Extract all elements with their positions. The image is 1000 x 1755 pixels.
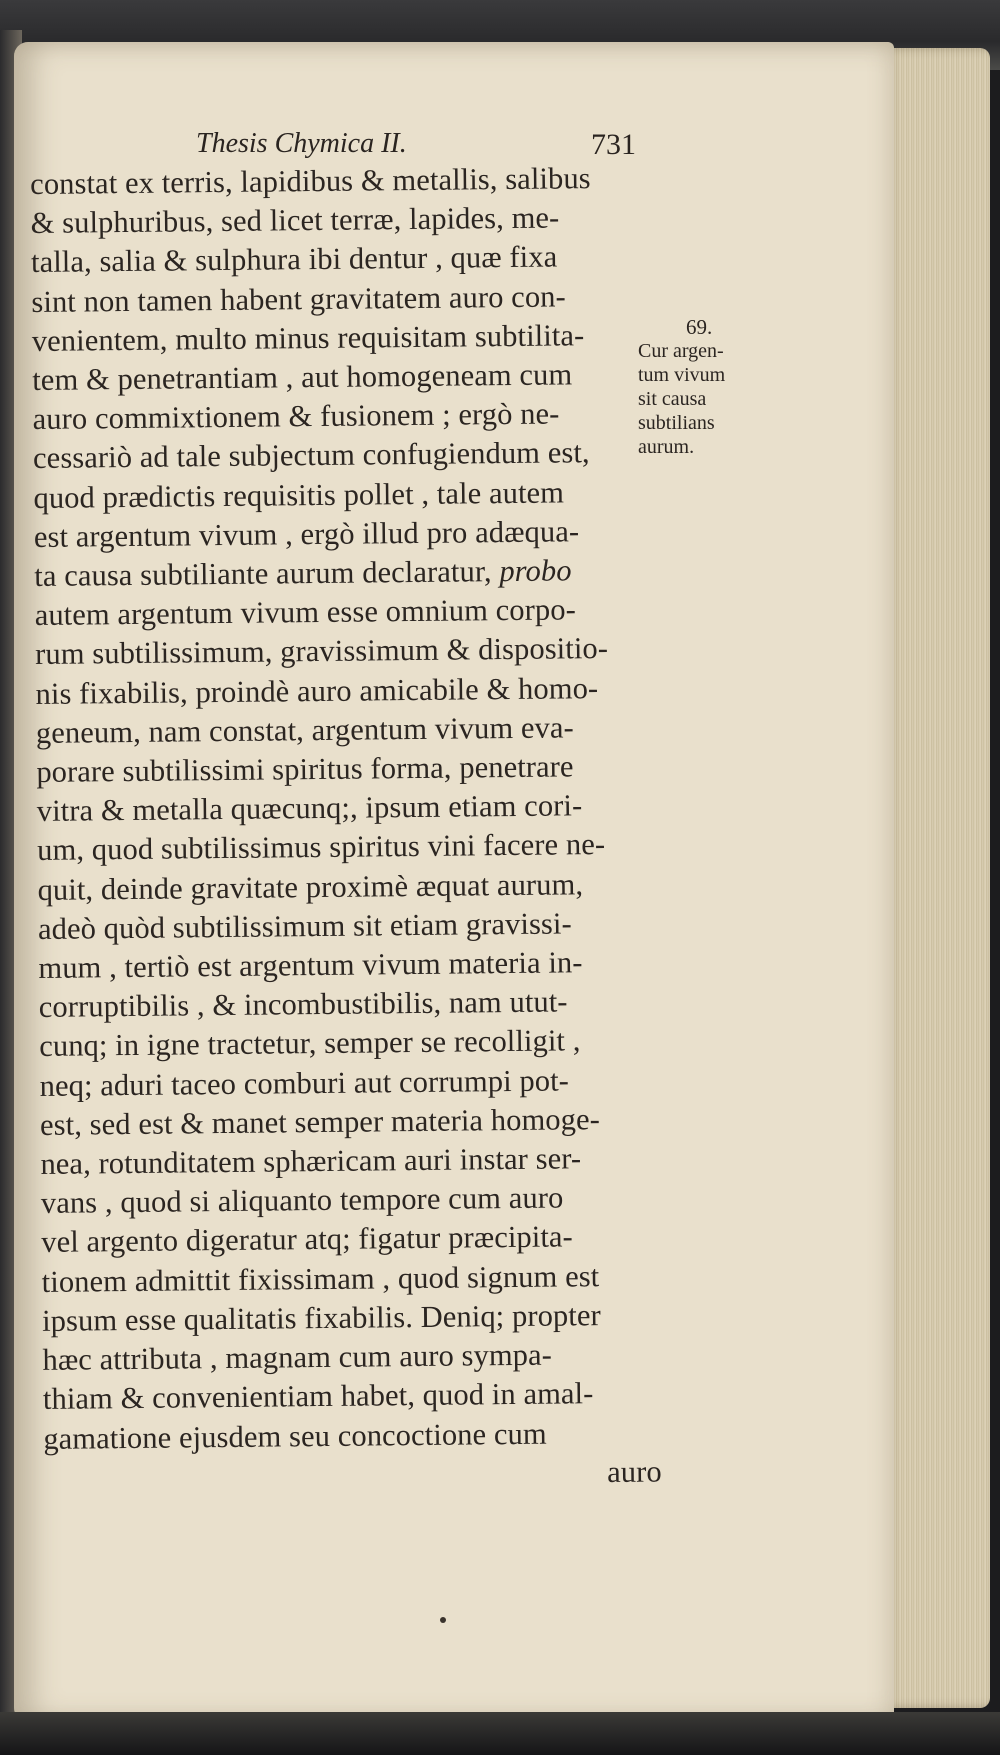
text-line: & sulphuribus, sed licet terræ, lapides, me- xyxy=(30,200,560,241)
text-line: vans , quod si aliquanto tempore cum auro xyxy=(40,1180,564,1221)
text-line: porare subtilissimi spiritus forma, penetrare xyxy=(36,749,574,790)
text-line: vitra & metalla quæcunq;, ipsum etiam cori- xyxy=(36,788,583,829)
text-line: tem & penetrantiam , aut homogeneam cum xyxy=(32,357,573,398)
text-line: hæc attributa , magnam cum auro sympa- xyxy=(42,1337,553,1378)
ink-speck xyxy=(440,1617,446,1623)
text-line: vel argento digeratur atq; figatur præcipita- xyxy=(41,1219,574,1260)
text-line: nis fixabilis, proindè auro amicabile & homo- xyxy=(35,670,599,711)
text-line: neq; aduri taceo comburi aut corrumpi pot- xyxy=(39,1063,570,1103)
text-line: cessariò ad tale subjectum confugiendum est, xyxy=(32,435,590,476)
text-line: est, sed est & manet semper materia homoge- xyxy=(39,1101,601,1142)
marginal-note-line: subtilians xyxy=(638,412,715,434)
marginal-note-number: 69. xyxy=(686,315,713,339)
text-line: quod prædictis requisitis pollet , tale autem xyxy=(33,475,565,515)
text-line: um, quod subtilissimus spiritus vini facere ne- xyxy=(36,827,606,868)
book-cover-bottom xyxy=(0,1712,1000,1755)
text-line: cunq; in igne tractetur, semper se recolligit , xyxy=(39,1023,581,1064)
text-line: geneum, nam constat, argentum vivum eva- xyxy=(35,710,574,750)
marginal-note-line: tum vivum xyxy=(638,364,726,386)
marginal-note xyxy=(638,315,788,459)
text-line: corruptibilis , & incombustibilis, nam utut- xyxy=(38,984,568,1025)
catchword: auro xyxy=(606,1454,662,1489)
text-line: tionem admittit fixissimam , quod signum est xyxy=(41,1258,600,1299)
text-line xyxy=(34,551,652,597)
text-line: gamatione ejusdem seu concoctione cum xyxy=(43,1416,547,1456)
text-line: est argentum vivum , ergò illud pro adæqua- xyxy=(33,514,580,554)
running-title: Thesis Chymica II. xyxy=(196,128,407,159)
text-line: sint non tamen habent gravitatem auro con- xyxy=(31,279,566,319)
text-line: thiam & convenientiam habet, quod in amal- xyxy=(42,1376,594,1417)
marginal-note-line: sit causa xyxy=(638,388,707,410)
page-block-edge xyxy=(882,48,990,1708)
text-line: auro commixtionem & fusionem ; ergò ne- xyxy=(32,396,560,437)
marginal-note-line: aurum. xyxy=(638,436,695,458)
text-line: autem argentum vivum esse omnium corpo- xyxy=(34,592,577,633)
text-line: venientem, multo minus requisitam subtilita- xyxy=(31,318,585,358)
text-line: mum , tertiò est argentum vivum materia in- xyxy=(38,945,583,986)
text-line: talla, salia & sulphura ibi dentur , quæ fixa xyxy=(30,239,558,280)
marginal-note-line: Cur argen- xyxy=(638,340,724,362)
page-number: 731 xyxy=(591,128,636,161)
text-line: nea, rotunditatem sphæricam auri instar ser- xyxy=(40,1141,582,1182)
emphasized-word: probo xyxy=(499,553,572,589)
text-line: constat ex terris, lapidibus & metallis, salibus xyxy=(30,161,591,201)
text-line: adeò quòd subtilissimum sit etiam gravissi- xyxy=(37,906,572,946)
text-line-main: ta causa subtiliante aurum declaratur, xyxy=(34,554,492,594)
text-line: quit, deinde gravitate proximè æquat aurum, xyxy=(37,866,584,907)
text-line: rum subtilissimum, gravissimum & dispositio- xyxy=(34,631,609,672)
body-text xyxy=(30,159,662,1498)
text-line: ipsum esse qualitatis fixabilis. Deniq; propter xyxy=(41,1297,601,1338)
